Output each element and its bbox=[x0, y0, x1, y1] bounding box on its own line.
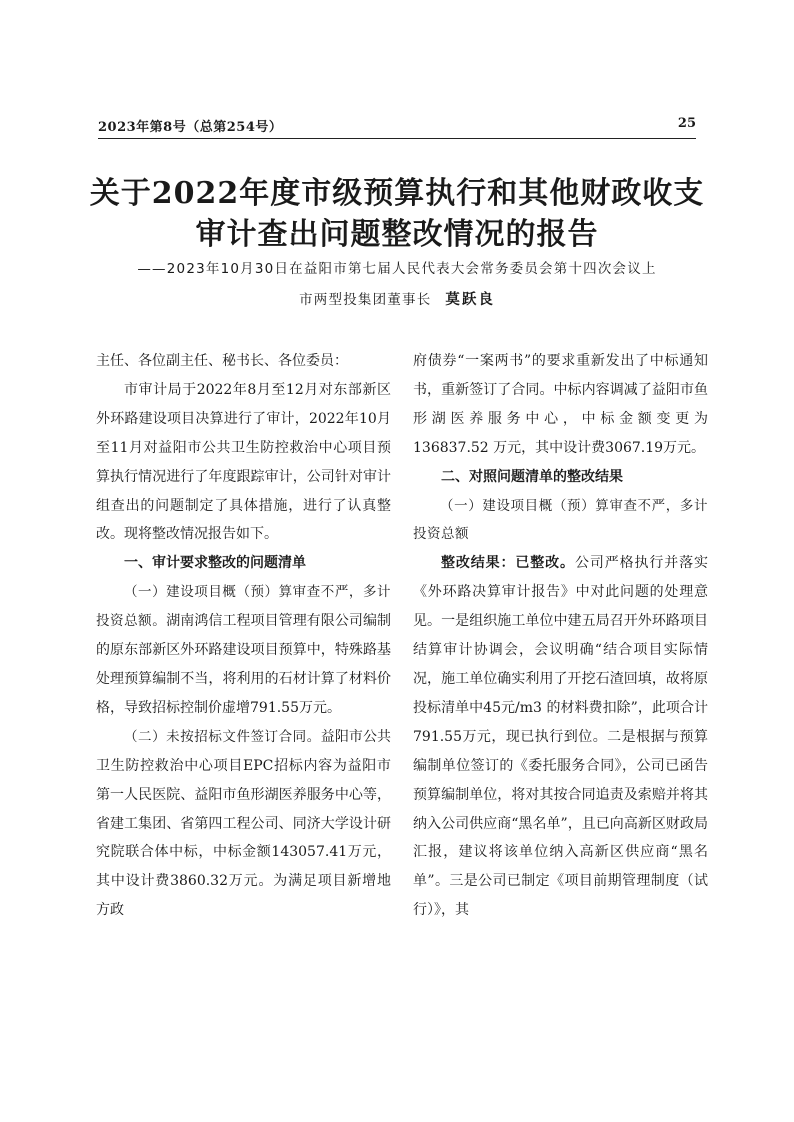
left-column bbox=[96, 347, 391, 925]
issue-item-2-label: （二）未按招标文件签订合同。 bbox=[124, 728, 321, 745]
intro-paragraph: 市审计局于2022年8月至12月对东部新区外环路建设项目决算进行了审计，2022年10月至11月对益阳市公共卫生防控救治中心项目预算执行情况进行了年度跟踪审计，公司针对审计组查出的问题制定了具体措施，进行了认真整改。现将整改情况报告如下。 bbox=[96, 381, 391, 543]
result-item-1-label: （一）建设项目概（预）算审查不严，多计投资总额 bbox=[413, 497, 708, 543]
issue-item-1-label: （一）建设项目概（预）算审查不严，多计投资总额。 bbox=[96, 584, 391, 630]
section-heading-2: 二、对照问题清单的整改结果 bbox=[441, 468, 623, 485]
document-title-line-2: 审计查出问题整改情况的报告 bbox=[195, 217, 599, 252]
subtitle-speaker bbox=[80, 289, 714, 311]
header-divider bbox=[98, 138, 696, 139]
salutation: 主任、各位副主任、秘书长、各位委员： bbox=[96, 353, 348, 369]
issue-label: 2023年第8号（总第254号） bbox=[98, 120, 283, 135]
issue-item-1 bbox=[96, 578, 391, 723]
right-column bbox=[413, 347, 708, 925]
page-number: 25 bbox=[677, 116, 696, 131]
running-header bbox=[98, 116, 696, 138]
document-title-line-1: 关于2022年度市级预算执行和其他财政收支 bbox=[89, 176, 705, 211]
result-text: 公司严格执行并落实《外环路决算审计报告》中对此问题的处理意见。一是组织施工单位中建五局召开外环路项目结算审计协调会，会议明确“结合项目实际情况，施工单位确实利用了开挖石渣回填，故将原投标清单中45元/m3 的材料费扣除”，此项合计 791.55万元，现已执行到位。二是根据与预算编制单位签订的《委托服务合同》，公司已函告预算编制单位，将对其按合同追责及索赔并将其纳入公司供应商“黑名单”，且已向高新区财政局汇报，建议将该单位纳入高新区供应商“黑名单”。三是公司已制定《项目前期管理制度（试行）》，其 bbox=[413, 555, 709, 919]
speaker-name: 莫跃良 bbox=[445, 292, 495, 308]
issue-item-1-text: 湖南鸿信工程项目管理有限公司编制的原东部新区外环路建设项目预算中，特殊路基处理预算编制不当，将利用的石材计算了材料价格，导致招标控制价虚增791.55万元。 bbox=[96, 613, 391, 716]
speaker-position: 市两型投集团董事长 bbox=[299, 292, 432, 308]
continued-paragraph: 府债券“一案两书”的要求重新发出了中标通知书，重新签订了合同。中标内容调减了益阳市鱼形湖医养服务中心，中标金额变更为 136837.52 万元，其中设计费3067.19万元。 bbox=[413, 353, 708, 456]
section-heading-1: 一、审计要求整改的问题清单 bbox=[124, 555, 306, 572]
result-status-label: 整改结果：已整改。 bbox=[441, 555, 575, 572]
issue-item-2 bbox=[96, 723, 391, 925]
result-paragraph bbox=[413, 549, 708, 925]
subtitle-occasion: ——2023年10月30日在益阳市第七届人民代表大会常务委员会第十四次会议上 bbox=[137, 261, 657, 277]
issue-item-2-text: 益阳市公共卫生防控救治中心项目EPC招标内容为益阳市第一人民医院、益阳市鱼形湖医养服务中心等，省建工集团、省第四工程公司、同济大学设计研究院联合体中标，中标金额143057.41万元，其中设计费3860.32万元。为满足项目新增地方政 bbox=[96, 728, 392, 919]
